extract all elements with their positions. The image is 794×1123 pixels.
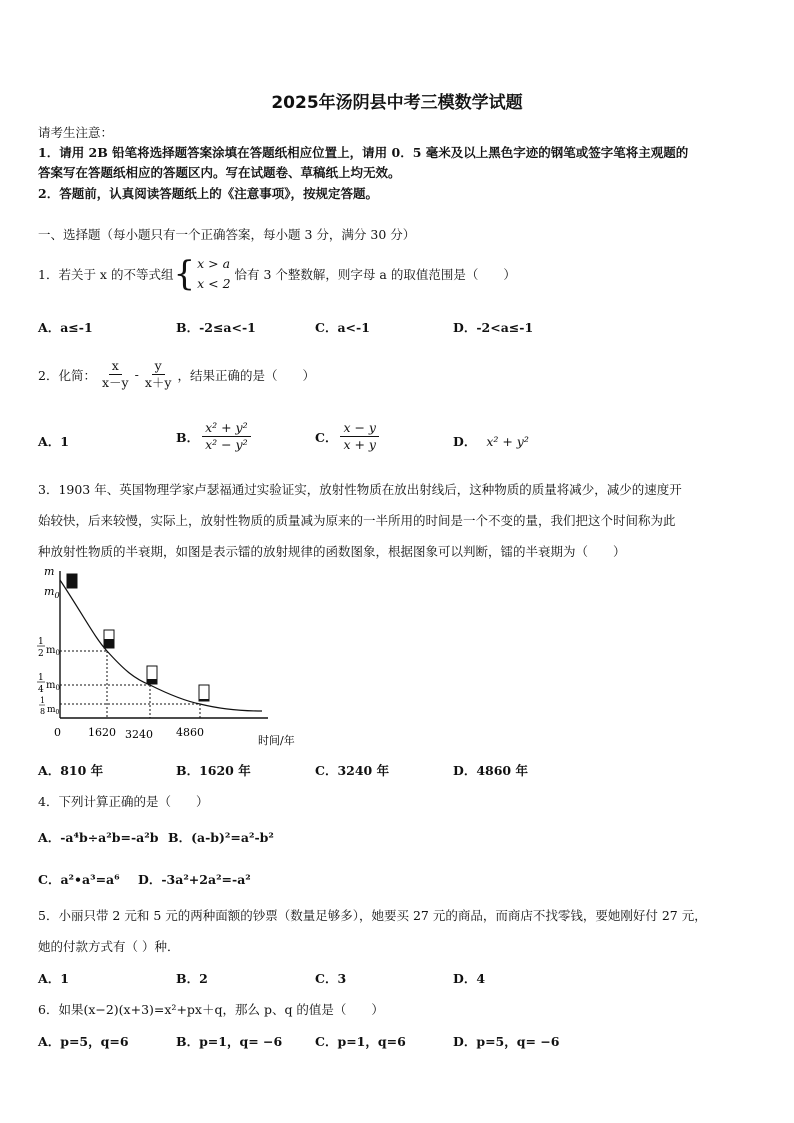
q2-option-b-denominator: x² − y² (205, 437, 248, 452)
inequality-row-1: x > a (197, 256, 231, 271)
question-2-stem (38, 358, 315, 391)
section-heading: 一、选择题（每小题只有一个正确答案，每小题 3 分，满分 30 分） (38, 227, 416, 242)
fraction-2-numerator: y (152, 358, 165, 375)
q6-option-c: C．p=1，q=6 (315, 1034, 406, 1049)
q4-option-a: A．-a⁴b÷a²b=-a²b (38, 830, 159, 845)
question-1-stem (38, 254, 516, 294)
x-axis-label: 时间/年 (258, 734, 295, 747)
left-brace-icon: { (173, 254, 196, 294)
q2-option-b-fraction (202, 420, 251, 453)
y-tick-eighth (39, 696, 60, 716)
notice-item-1-line-2: 答案写在答题纸相应的答题区内。写在试题卷、草稿纸上均无效。 (38, 165, 401, 180)
q3-option-a: A．810 年 (38, 763, 104, 778)
question-6-stem: 6．如果(x−2)(x+3)=x²+px＋q，那么 p、q 的值是（ ） (38, 1002, 384, 1017)
fraction-1 (99, 358, 132, 391)
sample-box-half-icon (104, 630, 114, 648)
radium-decay-chart (30, 563, 320, 753)
q2-option-c-fraction (340, 420, 379, 453)
guide-lines (60, 651, 200, 718)
q5-option-a: A．1 (38, 971, 69, 986)
svg-text:8: 8 (40, 707, 46, 716)
q1-stem-prefix: 1．若关于 x 的不等式组 (38, 267, 174, 282)
q4-option-c: C．a²•a³=a⁶ (38, 872, 120, 887)
svg-text:1: 1 (38, 637, 44, 647)
sample-box-full-icon (67, 574, 77, 588)
q2-stem-prefix: 2．化简： (38, 367, 96, 383)
svg-text:m0: $m_0$ (46, 680, 60, 692)
x-tick-1620: 1620 (88, 726, 116, 739)
q6-option-d: D．p=5，q= −6 (453, 1034, 560, 1049)
question-5-line-1: 5．小丽只带 2 元和 5 元的两种面额的钞票（数量足够多），她要买 27 元的商品，而商店不找零钱，要她刚好付 27 元， (38, 908, 707, 923)
q3-option-d: D．4860 年 (453, 763, 528, 778)
fraction-1-denominator: x－y (101, 375, 129, 390)
q2-option-c (315, 420, 382, 453)
fraction-1-numerator: x (109, 358, 122, 375)
fraction-2 (142, 358, 175, 391)
sample-box-quarter-icon (147, 666, 157, 684)
svg-text:1: 1 (40, 696, 46, 705)
question-3-line-1: 3．1903 年、英国物理学家卢瑟福通过实验证实，放射性物质在放出射线后，这种物质的质量将减少，减少的速度开 (38, 482, 682, 497)
y-tick-m0: $m_0$ (44, 585, 60, 600)
y-tick-half (37, 637, 60, 659)
q6-option-a: A．p=5，q=6 (38, 1034, 129, 1049)
svg-text:4: 4 (38, 685, 44, 695)
question-3-line-3: 种放射性物质的半衰期，如图是表示镭的放射规律的函数图象，根据图象可以判断，镭的半衰期为（ ） (38, 544, 626, 559)
q2-option-c-denominator: x + y (343, 437, 376, 452)
svg-text:1: 1 (38, 673, 44, 683)
q2-option-d-label: D． (453, 434, 477, 449)
q4-option-b: B．(a-b)²=a²-b² (168, 830, 274, 845)
svg-text:2: 2 (38, 649, 44, 659)
q2-option-b-label: B． (176, 429, 200, 445)
svg-text:m0: $m_0$ (46, 645, 60, 657)
q1-stem-suffix: 恰有 3 个整数解，则字母 a 的取值范围是（ ） (234, 267, 516, 282)
x-tick-0: 0 (54, 726, 61, 739)
svg-text:m0: $m_0$ (47, 705, 60, 716)
q3-option-c: C．3240 年 (315, 763, 390, 778)
q5-option-b: B．2 (176, 971, 208, 986)
inequality-row-2: x < 2 (197, 276, 231, 291)
q4-option-d: D．-3a²+2a²=-a² (138, 872, 251, 887)
q2-option-a: A．1 (38, 434, 69, 449)
notice-item-1-line-1: 1．请用 2B 铅笔将选择题答案涂填在答题纸相应位置上，请用 0．5 毫米及以上黑色字迹的钢笔或签字笔将主观题的 (38, 145, 689, 160)
notice-heading: 请考生注意： (38, 125, 114, 140)
q2-option-d (453, 432, 529, 450)
y-axis-label: m (44, 565, 55, 578)
q2-option-b-numerator: x² + y² (202, 420, 251, 437)
decay-curve (60, 580, 262, 711)
q2-option-c-label: C． (315, 429, 338, 445)
question-4-stem: 4．下列计算正确的是（ ） (38, 794, 209, 809)
q1-option-b: B．-2≤a<-1 (176, 320, 256, 335)
inequality-system (173, 254, 230, 294)
q2-option-c-numerator: x − y (340, 420, 379, 437)
notice-item-2: 2．答题前，认真阅读答题纸上的《注意事项》，按规定答题。 (38, 186, 378, 201)
q2-stem-suffix: ，结果正确的是（ ） (177, 367, 315, 383)
q2-option-b (176, 420, 254, 453)
x-tick-3240: 3240 (125, 728, 153, 741)
q5-option-c: C．3 (315, 971, 347, 986)
minus-sign: - (134, 367, 139, 382)
question-3-line-2: 始较快，后来较慢，实际上，放射性物质的质量减为原来的一半所用的时间是一个不变的量，我们把这个时间称为此 (38, 513, 676, 528)
page-title: 2025年汤阴县中考三模数学试题 (271, 93, 523, 113)
q1-option-a: A．a≤-1 (38, 320, 93, 335)
q1-option-d: D．-2<a≤-1 (453, 320, 534, 335)
q1-option-c: C．a<-1 (315, 320, 370, 335)
question-5-line-2: 她的付款方式有（ ）种． (38, 939, 180, 954)
fraction-2-denominator: x＋y (144, 375, 172, 390)
sample-box-eighth-icon (199, 685, 209, 701)
q3-option-b: B．1620 年 (176, 763, 251, 778)
x-tick-4860: 4860 (176, 726, 204, 739)
q2-option-d-expression: x² + y² (486, 434, 529, 449)
y-tick-quarter (37, 673, 60, 695)
q5-option-d: D．4 (453, 971, 486, 986)
q6-option-b: B．p=1，q= −6 (176, 1034, 283, 1049)
